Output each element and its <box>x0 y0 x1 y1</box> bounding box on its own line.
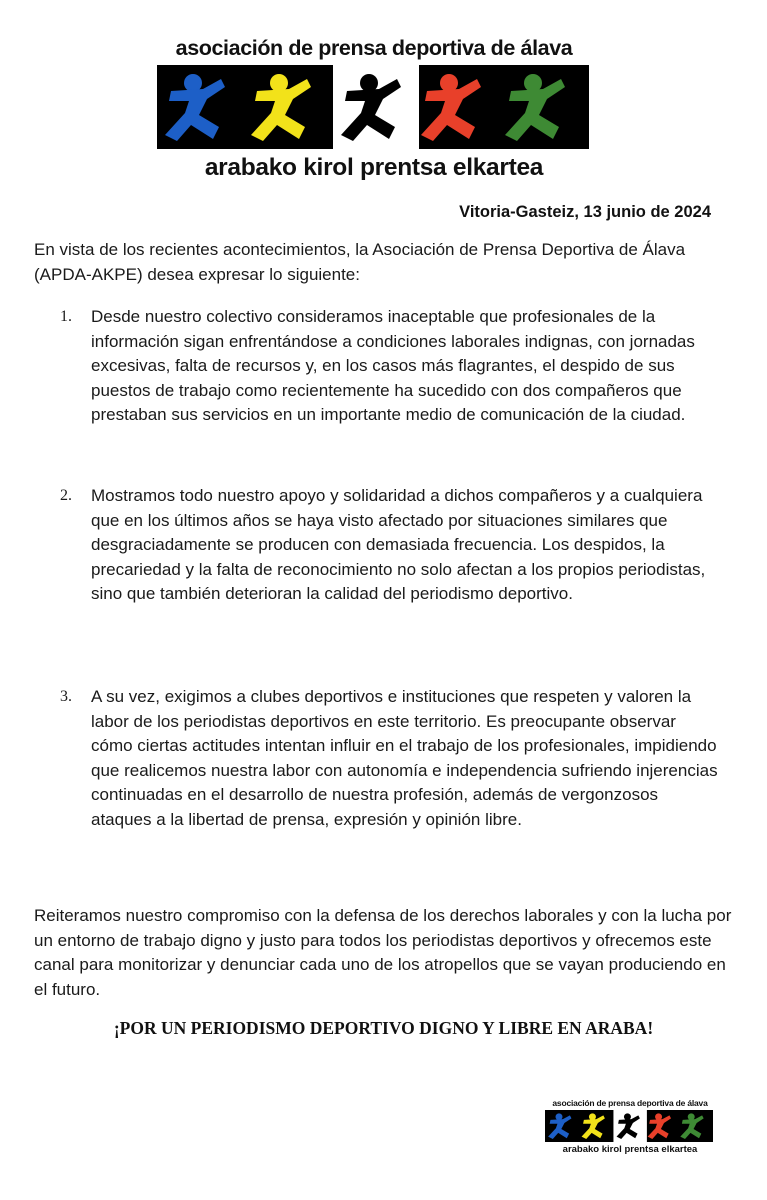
footer-runners-band <box>545 1110 713 1142</box>
runner-figure <box>421 74 481 141</box>
list-item-text: A su vez, exigimos a clubes deportivos e instituciones que respeten y valoren la labor de los periodistas deportivos en este territorio. Es preocupante observar cómo ciertas actitudes intentan influir en el trabajo de los profesionales, impidiendo que realicemos nuestra labor con autonomía e independencia sufriendo injerencias continuadas en el desarrollo de nuestra profesión, además de vergonzosos ataques a la libertad de prensa, expresión y opinión libre. <box>91 687 718 829</box>
list-item-number: 3. <box>60 688 72 705</box>
list-item <box>60 484 720 607</box>
list-item <box>60 305 720 428</box>
runner-figure <box>505 74 565 141</box>
logo-title-es: asociación de prensa deportiva de álava <box>175 36 573 60</box>
runner-figure <box>648 1113 671 1139</box>
list-item-number: 2. <box>60 487 72 504</box>
list-item-number: 1. <box>60 308 72 325</box>
runner-figure <box>251 74 311 141</box>
list-item-text: Mostramos todo nuestro apoyo y solidaridad a dichos compañeros y a cualquiera que en los últimos años se haya visto afectado por situaciones similares que desgraciadamente se producen con demasiada frecuencia. Los despidos, la precariedad y la falta de reconocimiento no solo afectan a los propios periodistas, sino que también deterioran la calidad del periodismo deportivo. <box>91 486 706 603</box>
closing-paragraph: Reiteramos nuestro compromiso con la defensa de los derechos laborales y con la lucha por un entorno de trabajo digno y justo para todos los periodistas deportivos y ofrecemos este canal para monitorizar y denunciar cada uno de los atropellos que se vayan produciendo en el futuro. <box>34 906 732 999</box>
runner-figure <box>680 1113 703 1139</box>
footer-logo-title-eu: arabako kirol prentsa elkartea <box>562 1144 698 1155</box>
footer-runners-icon <box>545 1110 713 1142</box>
runner-figure <box>548 1113 571 1139</box>
runner-figure <box>165 74 225 141</box>
runners-logo-band <box>157 65 589 149</box>
logo-title-eu: arabako kirol prentsa elkartea <box>204 154 544 181</box>
runners-icon <box>157 65 589 149</box>
intro-paragraph: En vista de los recientes acontecimientos, la Asociación de Prensa Deportiva de Álava (APDA-AKPE) desea expresar lo siguiente: <box>34 240 686 284</box>
runner-figure <box>582 1113 605 1139</box>
footer-logo <box>545 1098 715 1155</box>
document-date: Vitoria-Gasteiz, 13 junio de 2024 <box>459 203 711 221</box>
slogan: ¡POR UN PERIODISMO DEPORTIVO DIGNO Y LIBRE EN ARABA! <box>113 1018 654 1038</box>
footer-logo-title-es: asociación de prensa deportiva de álava <box>552 1098 708 1108</box>
list-item <box>60 685 720 832</box>
header-logo <box>157 36 591 183</box>
list-item-text: Desde nuestro colectivo consideramos inaceptable que profesionales de la información sigan enfrentándose a condiciones laborales indignas, con jornadas excesivas, falta de recursos y, en los casos más flagrantes, el despido de sus puestos de trabajo como recientemente ha sucedido con dos compañeros que prestaban sus servicios en un importante medio de comunicación de la ciudad. <box>91 307 695 424</box>
